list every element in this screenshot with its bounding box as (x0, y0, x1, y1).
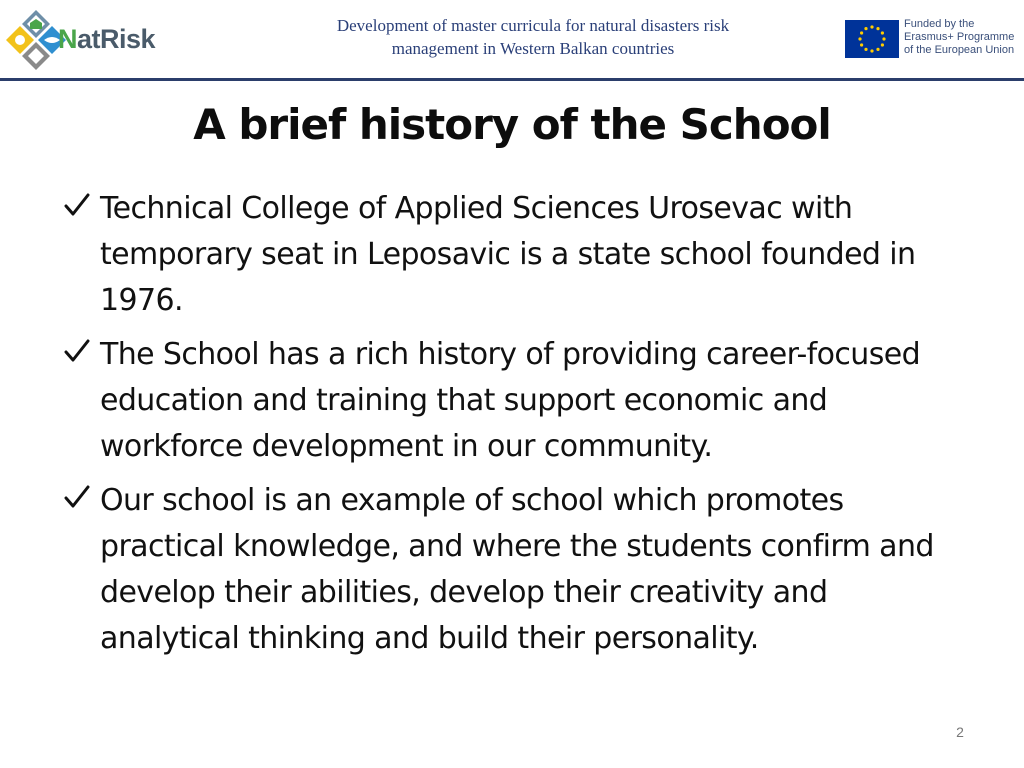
logo-text: NatRisk (58, 24, 156, 54)
header-divider (0, 78, 1024, 81)
slide-title: A brief history of the School (193, 100, 831, 149)
bullet-text: Technical College of Applied Sciences Urosevac with temporary seat in Leposavic is a state school founded in 1976. (100, 191, 916, 318)
checkmark-icon (62, 190, 92, 220)
eu-flag-icon (845, 20, 899, 58)
bullet-item (62, 186, 962, 324)
eu-funding-text: Funded by the Erasmus+ Programme of the European Union (904, 18, 1015, 56)
bullet-item (62, 478, 962, 662)
header-title (250, 14, 816, 60)
bullet-text: Our school is an example of school which promotes practical knowledge, and where the students confirm and develop their abilities, develop their creativity and analytical thinking and build their personality. (100, 483, 934, 656)
header-title-line1: Development of master curricula for natural disasters risk (336, 16, 730, 35)
natrisk-logo-mark-icon (6, 6, 66, 70)
bullet-item (62, 332, 962, 470)
bullet-text: The School has a rich history of providing career-focused education and training that support economic and workforce development in our community. (100, 337, 921, 464)
natrisk-logo (6, 6, 166, 70)
bullet-list (62, 186, 962, 670)
checkmark-icon (62, 482, 92, 512)
header-title-line2: management in Western Balkan countries (391, 39, 675, 58)
checkmark-icon (62, 336, 92, 366)
page-number: 2 (956, 724, 964, 740)
header (0, 0, 1024, 80)
